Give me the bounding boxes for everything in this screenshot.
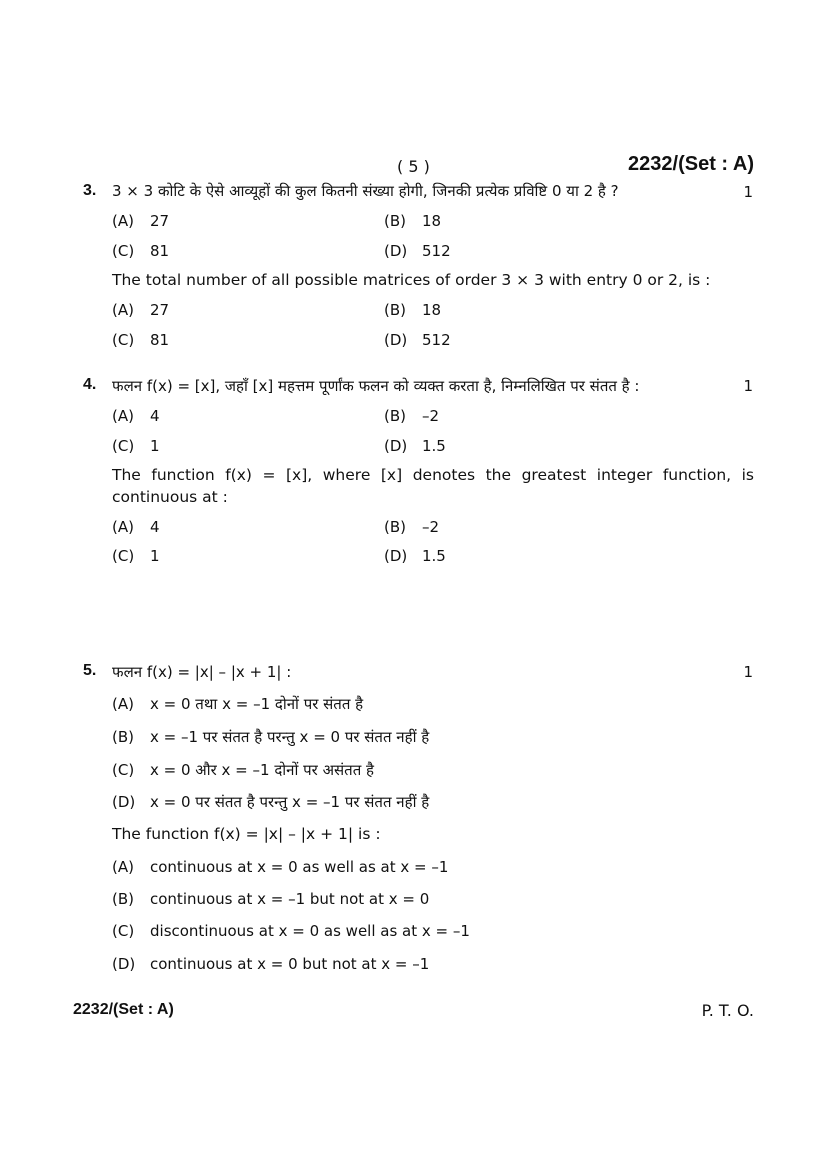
q3-english-option-a: (A) 27 [112,301,170,319]
question-4-hindi-text: फलन f(x) = [x], जहाँ [x] महत्तम पूर्णांक फलन को व्यक्त करता है, निम्नलिखित पर संतत है : [112,377,640,395]
question-3-english-text: The total number of all possible matrices of order 3 × 3 with entry 0 or 2, is : [112,271,711,289]
question-5-number: 5. [83,662,97,679]
question-5-marks: 1 [743,663,753,681]
q4-english-option-c: (C) 1 [112,547,160,565]
question-4-marks: 1 [743,377,753,395]
q4-hindi-option-b: (B) –2 [384,407,440,425]
q5-english-option-d: (D) continuous at x = 0 but not at x = –1 [112,955,430,973]
q5-english-option-c: (C) discontinuous at x = 0 as well as at x = –1 [112,922,470,940]
question-3-marks: 1 [743,183,753,201]
question-5-english-text: The function f(x) = |x| – |x + 1| is : [112,825,381,843]
question-3-hindi-text: 3 × 3 कोटि के ऐसे आव्यूहों की कुल कितनी संख्या होगी, जिनकी प्रत्येक प्रविष्टि 0 या 2 है ? [112,182,619,200]
question-4-english-text: The function f(x) = [x], where [x] denotes the greatest integer function, is continuous at : [112,466,754,506]
q3-hindi-option-d: (D) 512 [384,242,451,260]
q3-english-option-d: (D) 512 [384,331,451,349]
q5-english-option-a: (A) continuous at x = 0 as well as at x = –1 [112,858,449,876]
set-code-footer: 2232/(Set : A) [73,1001,174,1018]
q3-hindi-option-c: (C) 81 [112,242,170,260]
q4-english-option-b: (B) –2 [384,518,440,536]
q3-english-option-c: (C) 81 [112,331,170,349]
q5-hindi-option-c: (C) x = 0 और x = –1 दोनों पर असंतत है [112,761,375,779]
q4-english-option-d: (D) 1.5 [384,547,446,565]
q5-english-option-b: (B) continuous at x = –1 but not at x = 0 [112,890,430,908]
q5-hindi-option-a: (A) x = 0 तथा x = –1 दोनों पर संतत है [112,695,364,713]
set-code-header: 2232/(Set : A) [628,153,754,175]
q3-hindi-option-b: (B) 18 [384,212,442,230]
page-number: ( 5 ) [397,157,430,176]
question-3-number: 3. [83,182,97,199]
please-turn-over: P. T. O. [701,1001,754,1020]
question-5-hindi-text: फलन f(x) = |x| – |x + 1| : [112,663,292,681]
q4-english-option-a: (A) 4 [112,518,160,536]
q3-hindi-option-a: (A) 27 [112,212,170,230]
q4-hindi-option-c: (C) 1 [112,437,160,455]
q4-hindi-option-a: (A) 4 [112,407,160,425]
q3-english-option-b: (B) 18 [384,301,442,319]
q5-hindi-option-d: (D) x = 0 पर संतत है परन्तु x = –1 पर संतत नहीं है [112,793,430,811]
q5-hindi-option-b: (B) x = –1 पर संतत है परन्तु x = 0 पर संतत नहीं है [112,728,430,746]
question-4-number: 4. [83,376,97,393]
q4-hindi-option-d: (D) 1.5 [384,437,446,455]
